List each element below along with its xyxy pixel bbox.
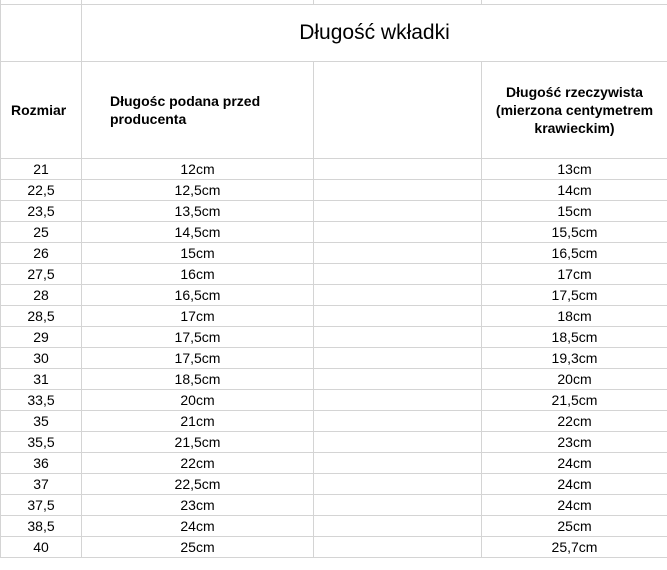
producer-length-cell[interactable]: 18,5cm — [82, 369, 314, 390]
table-row — [1, 348, 667, 369]
size-cell[interactable]: 26 — [1, 243, 82, 264]
producer-length-cell[interactable]: 25cm — [82, 537, 314, 558]
real-length-cell[interactable]: 20cm — [482, 369, 667, 390]
size-cell[interactable]: 35 — [1, 411, 82, 432]
producer-length-cell[interactable]: 24cm — [82, 516, 314, 537]
table-row — [1, 306, 667, 327]
cell[interactable] — [314, 222, 482, 243]
cell[interactable] — [314, 201, 482, 222]
cell[interactable] — [314, 537, 482, 558]
real-length-cell[interactable]: 25,7cm — [482, 537, 667, 558]
size-cell[interactable]: 27,5 — [1, 264, 82, 285]
size-cell[interactable]: 28 — [1, 285, 82, 306]
producer-length-cell[interactable]: 14,5cm — [82, 222, 314, 243]
real-length-cell[interactable]: 21,5cm — [482, 390, 667, 411]
cell[interactable] — [314, 243, 482, 264]
size-cell[interactable]: 25 — [1, 222, 82, 243]
cell[interactable] — [314, 348, 482, 369]
cell[interactable] — [314, 327, 482, 348]
producer-length-cell[interactable]: 23cm — [82, 495, 314, 516]
table-row — [1, 474, 667, 495]
producer-length-cell[interactable]: 17,5cm — [82, 327, 314, 348]
cell[interactable] — [314, 159, 482, 180]
cell[interactable] — [314, 495, 482, 516]
table-row — [1, 243, 667, 264]
cell[interactable] — [1, 5, 82, 62]
cell[interactable] — [314, 285, 482, 306]
producer-length-cell[interactable]: 20cm — [82, 390, 314, 411]
producer-length-cell[interactable]: 22,5cm — [82, 474, 314, 495]
table-row — [1, 537, 667, 558]
producer-length-cell[interactable]: 15cm — [82, 243, 314, 264]
cell[interactable] — [314, 411, 482, 432]
table-row — [1, 159, 667, 180]
table-row — [1, 453, 667, 474]
cell[interactable] — [314, 306, 482, 327]
size-cell[interactable]: 33,5 — [1, 390, 82, 411]
cell[interactable] — [314, 432, 482, 453]
real-length-cell[interactable]: 22cm — [482, 411, 667, 432]
real-length-cell[interactable]: 19,3cm — [482, 348, 667, 369]
size-cell[interactable]: 37 — [1, 474, 82, 495]
table-row — [1, 516, 667, 537]
cell[interactable] — [314, 516, 482, 537]
size-cell[interactable]: 40 — [1, 537, 82, 558]
producer-length-cell[interactable]: 21,5cm — [82, 432, 314, 453]
producer-length-cell[interactable]: 17,5cm — [82, 348, 314, 369]
size-cell[interactable]: 23,5 — [1, 201, 82, 222]
producer-length-cell[interactable]: 16,5cm — [82, 285, 314, 306]
cell[interactable] — [314, 180, 482, 201]
table-row — [1, 201, 667, 222]
table-row — [1, 369, 667, 390]
real-length-cell[interactable]: 18cm — [482, 306, 667, 327]
real-length-cell[interactable]: 17cm — [482, 264, 667, 285]
real-length-cell[interactable]: 15cm — [482, 201, 667, 222]
producer-length-cell[interactable]: 22cm — [82, 453, 314, 474]
real-length-cell[interactable]: 25cm — [482, 516, 667, 537]
size-cell[interactable]: 28,5 — [1, 306, 82, 327]
size-cell[interactable]: 35,5 — [1, 432, 82, 453]
size-cell[interactable]: 21 — [1, 159, 82, 180]
table-title[interactable]: Długość wkładki — [82, 5, 667, 62]
cell[interactable] — [314, 62, 482, 159]
table-row — [1, 390, 667, 411]
size-cell[interactable]: 37,5 — [1, 495, 82, 516]
real-length-cell[interactable]: 17,5cm — [482, 285, 667, 306]
table-row — [1, 432, 667, 453]
table-row — [1, 222, 667, 243]
real-length-cell[interactable]: 15,5cm — [482, 222, 667, 243]
cell[interactable] — [314, 390, 482, 411]
cell[interactable] — [314, 264, 482, 285]
cell[interactable] — [314, 453, 482, 474]
table-row — [1, 327, 667, 348]
real-length-cell[interactable]: 23cm — [482, 432, 667, 453]
producer-length-cell[interactable]: 21cm — [82, 411, 314, 432]
producer-length-cell[interactable]: 16cm — [82, 264, 314, 285]
header-size[interactable]: Rozmiar — [1, 62, 82, 159]
cell[interactable] — [314, 474, 482, 495]
producer-length-cell[interactable]: 12cm — [82, 159, 314, 180]
real-length-cell[interactable]: 18,5cm — [482, 327, 667, 348]
cell[interactable] — [314, 369, 482, 390]
table-row — [1, 285, 667, 306]
producer-length-cell[interactable]: 17cm — [82, 306, 314, 327]
producer-length-cell[interactable]: 12,5cm — [82, 180, 314, 201]
header-row — [1, 62, 667, 159]
real-length-cell[interactable]: 14cm — [482, 180, 667, 201]
size-cell[interactable]: 36 — [1, 453, 82, 474]
table-row — [1, 180, 667, 201]
size-cell[interactable]: 29 — [1, 327, 82, 348]
table-row — [1, 411, 667, 432]
header-producer-length[interactable]: Długośc podana przed producenta — [82, 62, 314, 159]
title-row — [1, 5, 667, 62]
table-row — [1, 495, 667, 516]
size-cell[interactable]: 38,5 — [1, 516, 82, 537]
table-row — [1, 264, 667, 285]
real-length-cell[interactable]: 16,5cm — [482, 243, 667, 264]
size-cell[interactable]: 22,5 — [1, 180, 82, 201]
header-real-length[interactable]: Długość rzeczywista (mierzona centymetrem krawieckim) — [482, 62, 667, 159]
size-cell[interactable]: 30 — [1, 348, 82, 369]
producer-length-cell[interactable]: 13,5cm — [82, 201, 314, 222]
real-length-cell[interactable]: 24cm — [482, 453, 667, 474]
real-length-cell[interactable]: 13cm — [482, 159, 667, 180]
real-length-cell[interactable]: 24cm — [482, 474, 667, 495]
real-length-cell[interactable]: 24cm — [482, 495, 667, 516]
size-cell[interactable]: 31 — [1, 369, 82, 390]
